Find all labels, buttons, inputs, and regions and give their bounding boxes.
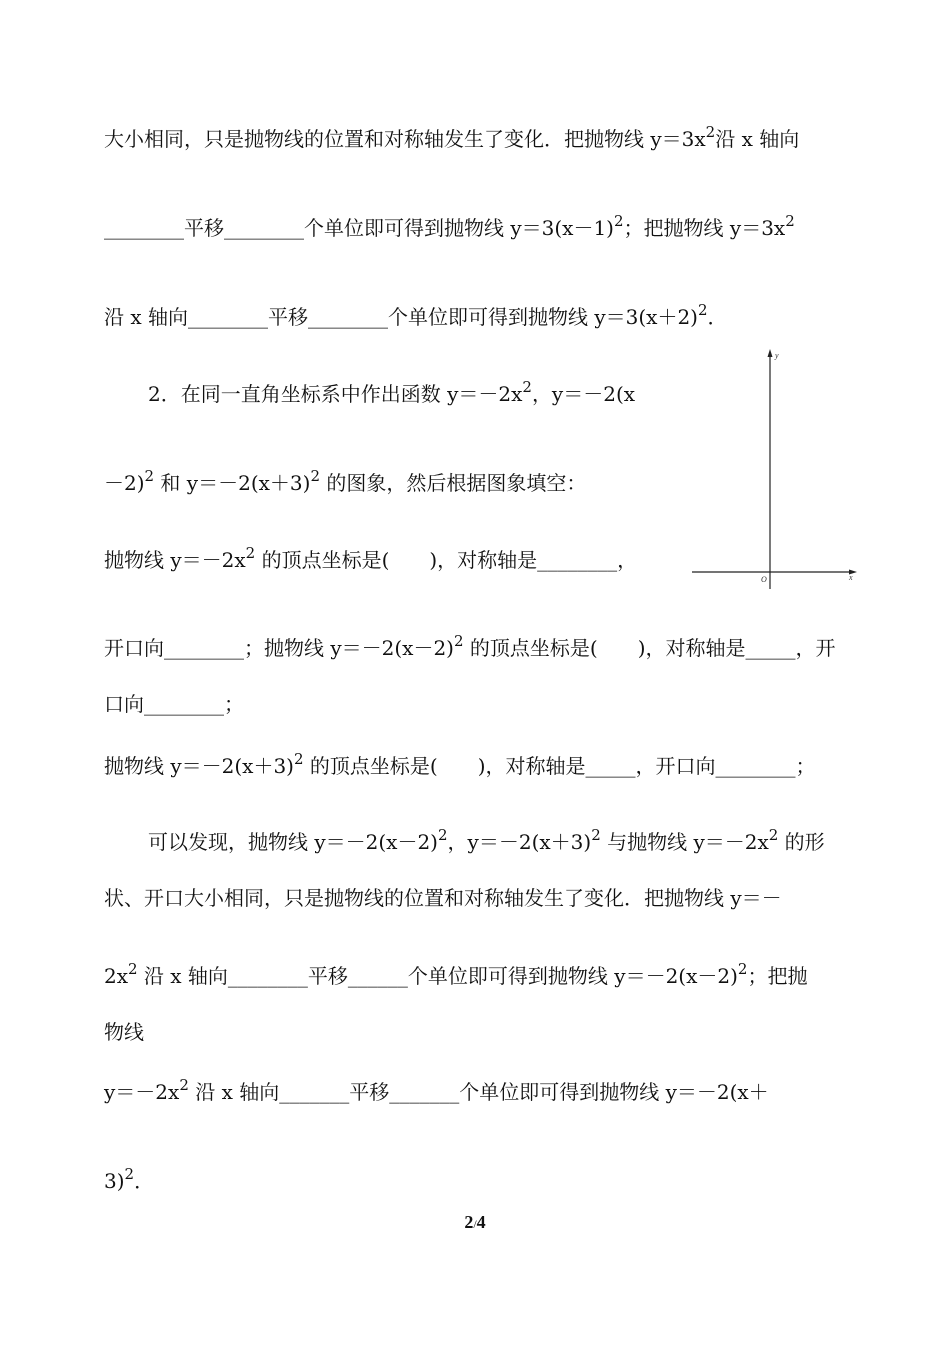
conclusion-line-1: 可以发现，抛物线 $y=-2(x-2)^2$，$y=-2(x+3)^2$ 与抛物线 $y=-2x^2$ 的形 [148,826,825,854]
conclusion-line-4: 物线 [104,1020,144,1044]
y-axis-arrow [768,349,773,357]
page-number: 2/4 [464,1212,486,1232]
conclusion-line-3: $2x^2$ 沿 x 轴向________平移______个单位即可得到抛物线 $y=-2(x-2)^2$；把抛 [104,960,808,988]
fill-line-3: 口向________； [104,692,244,716]
text-line-2: ________平移________个单位即可得到抛物线 $y=3(x-1)^2$；把抛物线 $y=3x^2$ [104,212,795,240]
question-2-line-1: 2．在同一直角坐标系中作出函数 $y=-2x^2$，y＝－2(x [148,378,636,406]
text-line-1: 大小相同，只是抛物线的位置和对称轴发生了变化．把抛物线 $y=3x^2$沿 x 轴向 [104,123,800,151]
text-line-3: 沿 x 轴向________平移________个单位即可得到抛物线 $y=3(x+2)^2$． [104,301,728,329]
fill-line-1: 抛物线 $y=-2x^2$ 的顶点坐标是( )，对称轴是________， [104,544,638,572]
x-axis-label: x [849,573,853,582]
fill-line-2: 开口向________；抛物线 $y=-2(x-2)^2$ 的顶点坐标是( )，对称轴是_____，开 [104,632,836,660]
conclusion-line-6: 3)$^2$． [104,1165,155,1193]
conclusion-line-5: $y=-2x^2$ 沿 x 轴向_______平移_______个单位即可得到抛物线 y＝－2(x＋ [104,1076,769,1104]
conclusion-line-2: 状、开口大小相同，只是抛物线的位置和对称轴发生了变化．把抛物线 y＝－ [104,886,782,910]
question-2-line-2: －2)$^2$ 和 $y=-2(x+3)^2$ 的图象，然后根据图象填空： [104,467,587,495]
y-axis-label: y [775,351,779,360]
fill-line-4: 抛物线 $y=-2(x+3)^2$ 的顶点坐标是( )，对称轴是_____，开口向________； [104,750,816,778]
origin-label: O [761,575,767,584]
coordinate-axes [686,345,866,595]
